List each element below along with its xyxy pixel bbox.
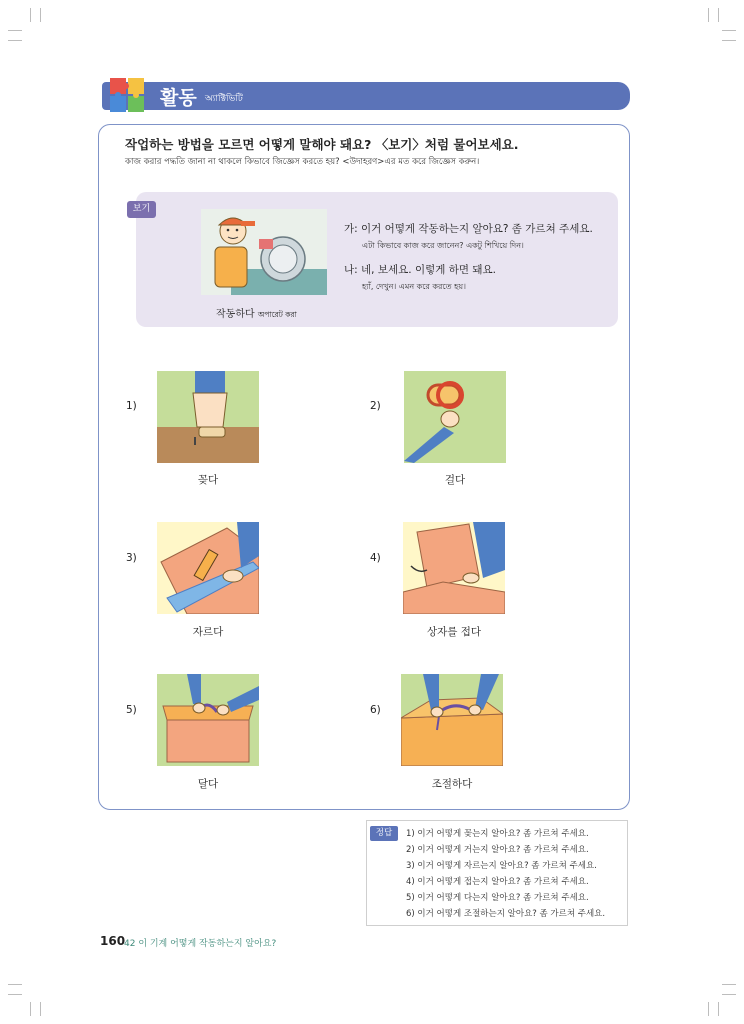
fold-box-illustration bbox=[403, 522, 505, 614]
item-label: 꽂다 bbox=[197, 474, 219, 486]
plug-in-illustration bbox=[157, 371, 259, 463]
item-label: 달다 bbox=[197, 778, 219, 790]
answer-line: 5) 이거 어떻게 다는지 알아요? 좀 가르쳐 주세요. bbox=[406, 893, 589, 903]
crop-mark bbox=[8, 40, 22, 41]
example-caption-korean: 작동하다 bbox=[216, 309, 255, 320]
instruction-bengali: কাজ করার পদ্ধতি জানা না থাকলে কিভাবে জিজ্ঞেস করতে হয়? <উদাহরণ>এর মত করে জিজ্ঞেস করুন। bbox=[125, 157, 480, 167]
item-number: 3) bbox=[126, 552, 137, 564]
hang-illustration bbox=[404, 371, 506, 463]
dialogue-line-2-bengali: হ্যাঁ, দেখুন। এমন করে করতে হয়। bbox=[362, 282, 466, 291]
item-number: 6) bbox=[370, 704, 381, 716]
worker-machine-illustration bbox=[201, 209, 327, 295]
attach-handle-illustration bbox=[157, 674, 259, 766]
answer-line: 2) 이거 어떻게 거는지 알아요? 좀 가르쳐 주세요. bbox=[406, 845, 589, 855]
answer-line: 3) 이거 어떻게 자르는지 알아요? 좀 가르쳐 주세요. bbox=[406, 861, 597, 871]
item-label: 걸다 bbox=[444, 474, 466, 486]
crop-mark bbox=[40, 8, 41, 22]
activity-title: 활동 bbox=[160, 87, 197, 109]
crop-mark bbox=[722, 30, 736, 31]
crop-mark bbox=[708, 8, 709, 22]
example-label: 보기 bbox=[127, 201, 156, 218]
crop-mark bbox=[8, 994, 22, 995]
cutting-illustration bbox=[157, 522, 259, 614]
answer-line: 6) 이거 어떻게 조절하는지 알아요? 좀 가르쳐 주세요. bbox=[406, 909, 606, 919]
item-label: 상자를 접다 bbox=[426, 626, 482, 638]
crop-mark bbox=[722, 984, 736, 985]
instruction-korean: 작업하는 방법을 모르면 어떻게 말해야 돼요? 〈보기〉처럼 물어보세요. bbox=[125, 137, 519, 152]
item-number: 2) bbox=[370, 400, 381, 412]
activity-subtitle: অ্যাক্টিভিটি bbox=[205, 94, 243, 104]
puzzle-icon bbox=[104, 74, 154, 114]
dialogue-line-1: 가: 이거 어떻게 작동하는지 알아요? 좀 가르쳐 주세요. bbox=[344, 223, 593, 235]
item-label: 자르다 bbox=[192, 626, 224, 638]
crop-mark bbox=[708, 1002, 709, 1016]
crop-mark bbox=[8, 30, 22, 31]
crop-mark bbox=[30, 8, 31, 22]
crop-mark bbox=[718, 1002, 719, 1016]
answer-line: 4) 이거 어떻게 접는지 알아요? 좀 가르쳐 주세요. bbox=[406, 877, 589, 887]
crop-mark bbox=[722, 994, 736, 995]
item-label: 조절하다 bbox=[431, 778, 473, 790]
item-number: 1) bbox=[126, 400, 137, 412]
dialogue-line-1-bengali: এটা কিভাবে কাজ করে জানেন? একটু শিখিয়ে দিন। bbox=[362, 241, 524, 250]
adjust-illustration bbox=[401, 674, 503, 766]
item-number: 4) bbox=[370, 552, 381, 564]
crop-mark bbox=[718, 8, 719, 22]
item-number: 5) bbox=[126, 704, 137, 716]
dialogue-line-2: 나: 네, 보세요. 이렇게 하면 돼요. bbox=[344, 264, 496, 276]
crop-mark bbox=[40, 1002, 41, 1016]
answer-label: 정답 bbox=[370, 826, 398, 841]
crop-mark bbox=[8, 984, 22, 985]
crop-mark bbox=[722, 40, 736, 41]
chapter-title: 42 이 기계 어떻게 작동하는지 알아요? bbox=[124, 939, 277, 949]
example-caption bbox=[216, 305, 297, 322]
crop-mark bbox=[30, 1002, 31, 1016]
page-number: 160 bbox=[100, 934, 126, 948]
example-caption-bengali: অপারেট করা bbox=[257, 310, 297, 319]
answer-line: 1) 이거 어떻게 꽂는지 알아요? 좀 가르쳐 주세요. bbox=[406, 829, 589, 839]
